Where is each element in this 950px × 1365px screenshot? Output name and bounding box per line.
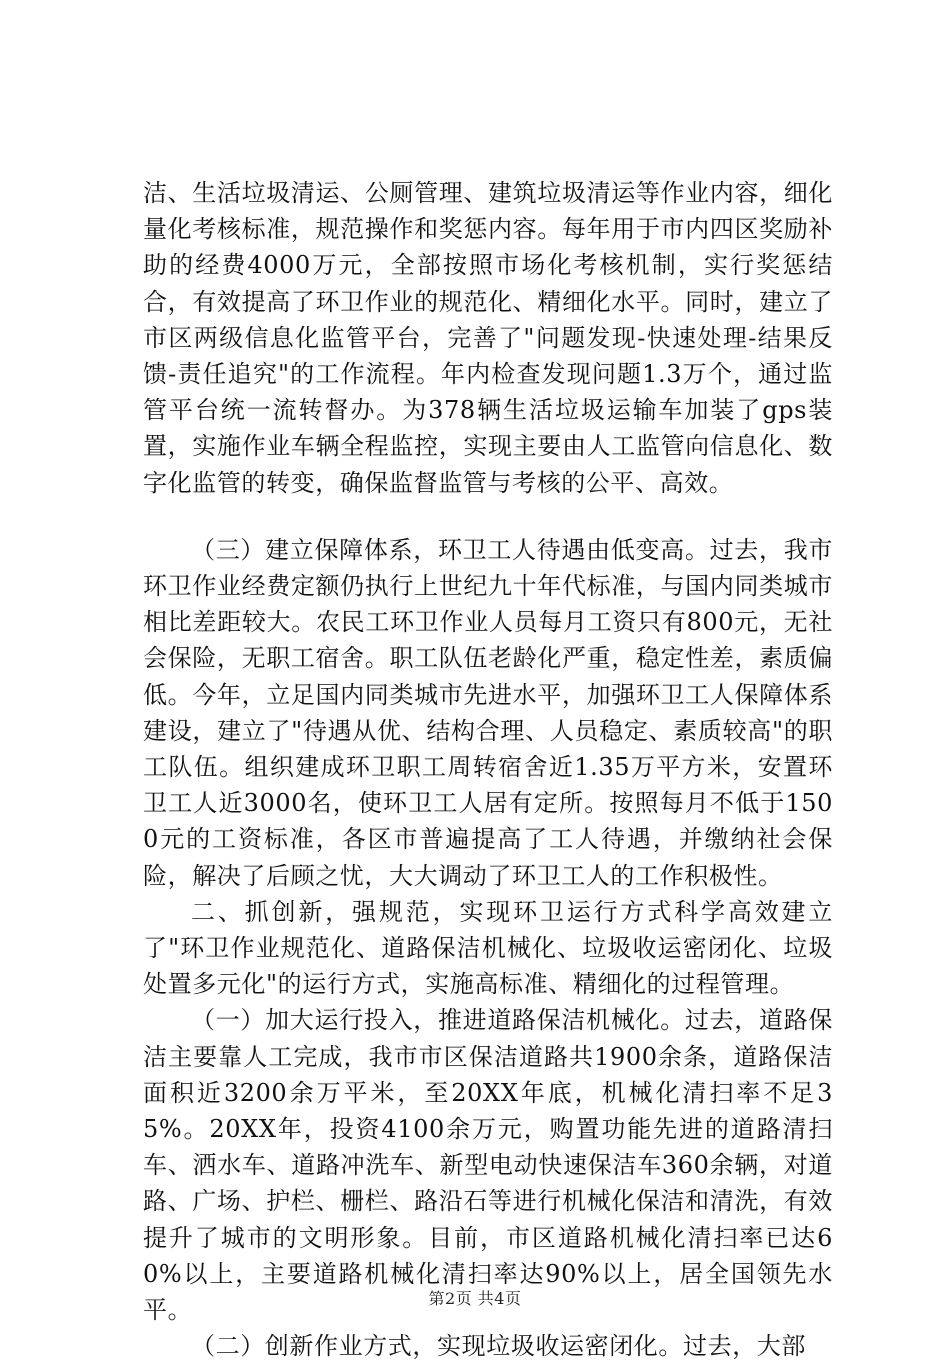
- paragraph-gap: [143, 501, 833, 532]
- page-number: 第2页 共4页: [428, 1289, 522, 1308]
- paragraph-5: （二）创新作业方式，实现垃圾收运密闭化。过去，大部: [191, 1332, 806, 1361]
- paragraph-2: （三）建立保障体系，环卫工人待遇由低变高。过去，我市环卫作业经费定额仍执行上世纪九十年代标准，与国内同类城市相比差距较大。农民工环卫作业人员每月工资只有800元，无社会保险，无职工宿舍。职工队伍老龄化严重，稳定性差，素质偏低。今年，立足国内同类城市先进水平，加强环卫工人保障体系建设，建立了"待遇从优、结构合理、人员稳定、素质较高"的职工队伍。组织建成环卫职工周转宿舍近1.35万平方米，安置环卫工人近3000名，使环卫工人居有定所。按照每月不低于1500元的工资标准，各区市普遍提高了工人待遇，并缴纳社会保险，解决了后顾之忧，大大调动了环卫工人的工作积极性。: [143, 535, 833, 890]
- document-body: [143, 175, 833, 1365]
- paragraph-4: （一）加大运行投入，推进道路保洁机械化。过去，道路保洁主要靠人工完成，我市市区保洁道路共1900余条，道路保洁面积近3200余万平米，至20XX年底，机械化清扫率不足35%。20XX年，投资4100余万元，购置功能先进的道路清扫车、洒水车、道路冲洗车、新型电动快速保洁车360余辆，对道路、广场、护栏、栅栏、路沿石等进行机械化保洁和清洗，有效提升了城市的文明形象。目前，市区道路机械化清扫率已达60%以上，主要道路机械化清扫率达90%以上，居全国领先水平。: [143, 1006, 833, 1325]
- paragraph-1: 洁、生活垃圾清运、公厕管理、建筑垃圾清运等作业内容，细化量化考核标准，规范操作和奖惩内容。每年用于市内四区奖励补助的经费4000万元，全部按照市场化考核机制，实行奖惩结合，有效提高了环卫作业的规范化、精细化水平。同时，建立了市区两级信息化监管平台，完善了"问题发现-快速处理-结果反馈-责任追究"的工作流程。年内检查发现问题1.3万个，通过监管平台统一流转督办。为378辆生活垃圾运输车加装了gps装置，实施作业车辆全程监控，实现主要由人工监管向信息化、数字化监管的转变，确保监督监管与考核的公平、高效。: [143, 179, 833, 497]
- paragraph-3: 二、抓创新，强规范，实现环卫运行方式科学高效建立了"环卫作业规范化、道路保洁机械化、垃圾收运密闭化、垃圾处置多元化"的运行方式，实施高标准、精细化的过程管理。: [143, 897, 833, 999]
